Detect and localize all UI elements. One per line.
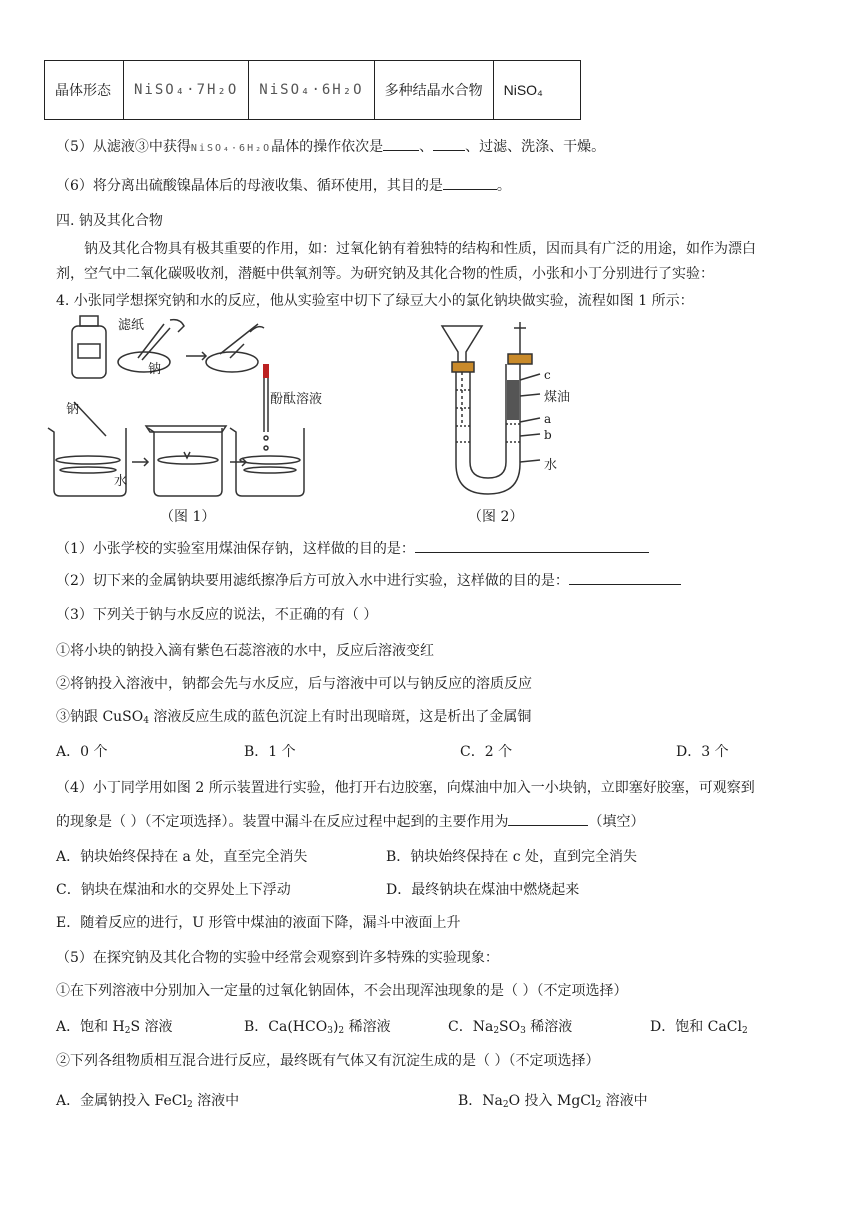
s4-option-e[interactable]: E．随着反应的进行，U 形管中煤油的液面下降，漏斗中液面上升 — [56, 915, 461, 931]
s5a-b-text-post: 稀溶液 — [344, 1019, 391, 1035]
s5a-b-sub: 3 — [327, 1026, 333, 1036]
s5b-a-text-post: 溶液中 — [192, 1093, 240, 1109]
s5a-c-text-post: 稀溶液 — [525, 1019, 573, 1035]
s5a-a-text: A．饱和 H — [56, 1019, 125, 1035]
s3c-sub: 4 — [143, 716, 149, 726]
s4-option-a[interactable]: A．钠块始终保持在 a 处，直至完全消失 — [56, 849, 308, 865]
s5a-c-sub2: 3 — [520, 1026, 526, 1036]
subquestion-4-line2 — [56, 811, 644, 831]
s3-statement-1: ①将小块的钠投入滴有紫色石蕊溶液的水中，反应后溶液变红 — [56, 643, 434, 659]
s5-part-1: ①在下列溶液中分别加入一定量的过氧化钠固体，不会出现浑浊现象的是（ ）（不定项选择） — [56, 983, 628, 999]
fig1-label-water: 水 — [114, 474, 128, 489]
s3-statement-2: ②将钠投入溶液中，钠都会先与水反应，后与溶液中可以与钠反应的溶质反应 — [56, 676, 532, 692]
intro-line-1: 钠及其化合物具有极其重要的作用，如：过氧化钠有着独特的结构和性质，因而具有广泛的用途，如作为漂白 — [84, 241, 756, 257]
s5b-b-text: B．Na — [458, 1093, 503, 1109]
s4-option-c[interactable]: C．钠块在煤油和水的交界处上下浮动 — [56, 882, 291, 898]
subquestion-4-line1: （4）小丁同学用如图 2 所示装置进行实验，他打开右边胶塞，向煤油中加入一小块钠，立即塞好胶塞，可观察到 — [56, 780, 755, 796]
table-cell-hexahydrate: NiSO₄·6H₂O — [249, 61, 374, 120]
figure-2-diagram — [432, 314, 582, 500]
section-title: 四. 钠及其化合物 — [56, 213, 163, 229]
fig1-label-filter-paper: 滤纸 — [118, 318, 145, 333]
q6-text: （6）将分离出硫酸镍晶体后的母液收集、循环使用，其目的是 — [56, 178, 443, 194]
fig2-label-kerosene: 煤油 — [544, 390, 571, 405]
s5a-a-text-post: S 溶液 — [130, 1019, 173, 1035]
fig2-caption: （图 2） — [468, 509, 524, 525]
table-row — [45, 61, 581, 120]
s3c-text: ③钠跟 CuSO — [56, 709, 144, 725]
s4-option-b[interactable]: B．钠块始终保持在 c 处，直到完全消失 — [386, 849, 638, 865]
question-4-stem: 4. 小张同学想探究钠和水的反应，他从实验室中切下了绿豆大小的氯化钠块做实验，流程如图 1 所示： — [56, 293, 694, 309]
s5b-b-sub: 2 — [502, 1100, 509, 1110]
s4b-text: 的现象是（ ）（不定项选择）。装置中漏斗在反应过程中起到的主要作用为 — [56, 814, 509, 830]
fig1-label-sodium-beaker: 钠 — [66, 402, 80, 417]
q5-sep: 、 — [419, 139, 434, 155]
answer-blank[interactable] — [569, 584, 681, 585]
fig2-label-c: c — [544, 368, 551, 382]
table-cell-heptahydrate: NiSO₄·7H₂O — [124, 61, 249, 120]
fig1-label-sodium: 钠 — [148, 362, 162, 377]
subquestion-5: （5）在探究钠及其化合物的实验中经常会观察到许多特殊的实验现象： — [56, 950, 499, 966]
table-cell-hydrates: 多种结晶水合物 — [374, 61, 493, 120]
s5a-d-text: D．饱和 CaCl — [650, 1019, 742, 1035]
s1-text: （1）小张学校的实验室用煤油保存钠，这样做的目的是： — [56, 541, 415, 557]
s5a-b-text: B．Ca(HCO — [244, 1019, 328, 1035]
answer-blank[interactable] — [383, 150, 419, 151]
s5b-b-text-post: 溶液中 — [601, 1093, 648, 1109]
q5-text-post: 、过滤、洗涤、干燥。 — [465, 139, 606, 155]
answer-blank[interactable] — [443, 189, 497, 190]
crystal-form-table — [44, 60, 581, 120]
q5-text: （5）从滤液③中获得 — [56, 139, 191, 155]
intro-line-2: 剂，空气中二氧化碳吸收剂，潜艇中供氧剂等。为研究钠及其化合物的性质，小张和小丁分别进行了实验： — [56, 266, 714, 282]
s5a-option-a[interactable] — [56, 1016, 173, 1036]
s5-part-2: ②下列各组物质相互混合进行反应，最终既有气体又有沉淀生成的是（ ）（不定项选择） — [56, 1053, 600, 1069]
s2-text: （2）切下来的金属钠块要用滤纸擦净后方可放入水中进行实验，这样做的目的是： — [56, 573, 569, 589]
s5a-option-b[interactable] — [244, 1016, 391, 1036]
question-5 — [56, 136, 605, 156]
s5a-b-sub2: 2 — [338, 1026, 345, 1036]
q5-text-mid: 晶体的操作依次是 — [271, 139, 384, 155]
s3-option-d[interactable]: D．3 个 — [676, 744, 729, 760]
table-cell-anhydrous: NiSO₄ — [493, 61, 580, 120]
subquestion-2 — [56, 570, 681, 590]
s3-option-a[interactable]: A．0 个 — [56, 744, 108, 760]
answer-blank[interactable] — [508, 825, 588, 826]
s5b-b-sub2: 2 — [595, 1100, 602, 1110]
q5-formula: NiSO₄·6H₂O — [190, 143, 272, 154]
table-header-cell: 晶体形态 — [45, 61, 124, 120]
s3-option-b[interactable]: B．1 个 — [244, 744, 296, 760]
s5b-b-text-mid: O 投入 MgCl — [508, 1093, 596, 1109]
answer-blank[interactable] — [433, 150, 465, 151]
s4-option-d[interactable]: D．最终钠块在煤油中燃烧起来 — [386, 882, 580, 898]
s3c-text-post: 溶液反应生成的蓝色沉淀上有时出现暗斑，这是析出了金属铜 — [148, 709, 532, 725]
s5b-option-a[interactable] — [56, 1090, 239, 1110]
question-6 — [56, 175, 511, 195]
s5b-a-sub: 2 — [186, 1100, 193, 1110]
s5a-c-sub: 2 — [493, 1026, 500, 1036]
fig1-caption: （图 1） — [160, 509, 216, 525]
fig2-label-water: 水 — [544, 458, 558, 473]
subquestion-3: （3）下列关于钠与水反应的说法，不正确的有（ ） — [56, 607, 378, 623]
s5b-option-b[interactable] — [458, 1090, 648, 1110]
answer-blank[interactable] — [415, 552, 649, 553]
s5a-c-text-mid: SO — [499, 1019, 521, 1035]
s5b-a-text: A．金属钠投入 FeCl — [56, 1093, 187, 1109]
s5a-d-sub: 2 — [741, 1026, 748, 1036]
s5a-a-sub: 2 — [124, 1026, 131, 1036]
s5a-option-d[interactable] — [650, 1016, 748, 1036]
q6-text-post: 。 — [496, 178, 511, 194]
fig1-label-phenolphthalein: 酚酞溶液 — [270, 392, 323, 407]
s4b-text-post: （填空） — [588, 814, 645, 830]
s3-statement-3 — [56, 706, 531, 726]
subquestion-1 — [56, 538, 649, 558]
fig2-label-b: b — [544, 428, 552, 442]
s5a-b-text-mid: ) — [332, 1019, 339, 1035]
s5a-c-text: C．Na — [448, 1019, 494, 1035]
fig2-label-a: a — [544, 412, 552, 426]
s3-option-c[interactable]: C．2 个 — [460, 744, 513, 760]
s5a-option-c[interactable] — [448, 1016, 572, 1036]
figure-1-diagram — [44, 314, 344, 500]
